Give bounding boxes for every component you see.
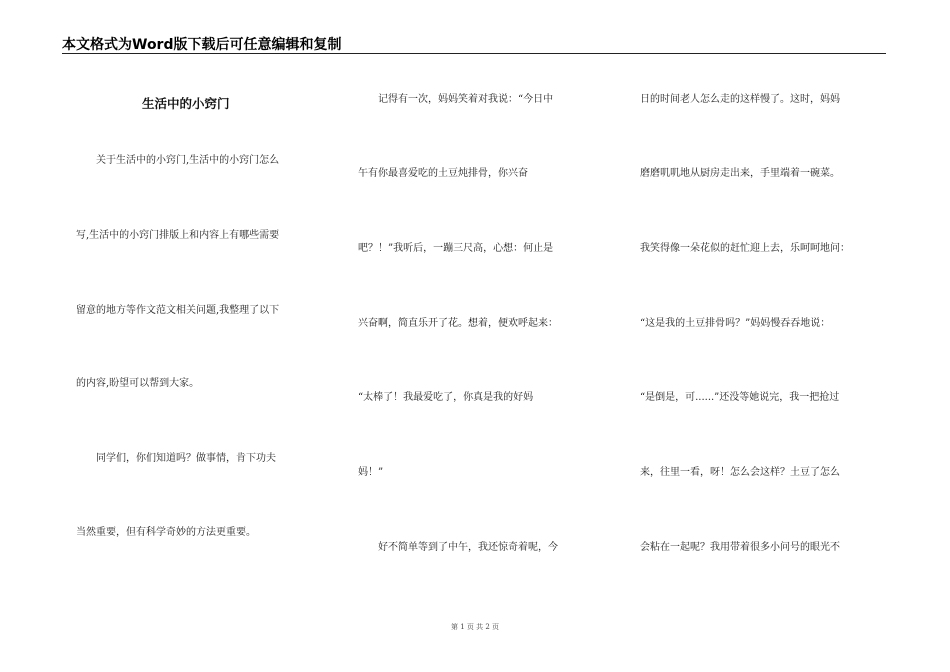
paragraph-line: 同学们，你们知道吗？做事情，肯下功夫 <box>76 453 276 464</box>
paragraph-line: 会粘在一起呢？我用带着很多小问号的眼光不 <box>640 542 840 553</box>
paragraph-line: 的内容,盼望可以帮到大家。 <box>76 378 200 389</box>
paragraph-line: 我笑得像一朵花似的赶忙迎上去，乐呵呵地问： <box>640 243 850 254</box>
paragraph-line: 记得有一次，妈妈笑着对我说：“今日中 <box>358 94 554 105</box>
article-title: 生活中的小窍门 <box>142 96 230 111</box>
paragraph-line: 当然重要，但有科学奇妙的方法更重要。 <box>76 527 256 538</box>
page-number: 第 1 页 共 2 页 <box>450 623 500 631</box>
paragraph-line: 好不简单等到了中午，我还惊奇着呢，今 <box>358 542 558 553</box>
paragraph-line: 日的时间老人怎么走的这样慢了。这时，妈妈 <box>640 94 840 105</box>
paragraph-line: 吧？！”我听后，一蹦三尺高，心想：何止是 <box>358 243 554 254</box>
paragraph-line: “这是我的土豆排骨吗？”妈妈慢吞吞地说： <box>640 318 831 329</box>
document-header: 本文格式为Word版下载后可任意编辑和复制 <box>62 37 342 53</box>
paragraph-line: 写,生活中的小窍门排版上和内容上有哪些需要 <box>76 230 280 241</box>
paragraph-line: 磨磨叽叽地从厨房走出来，手里端着一碗菜。 <box>640 168 840 179</box>
paragraph-line: “是倒是，可......”还没等她说完，我一把抢过 <box>640 392 840 403</box>
paragraph-line: 午有你最喜爱吃的土豆炖排骨，你兴奋 <box>358 168 528 179</box>
paragraph-line: 关于生活中的小窍门,生活中的小窍门怎么 <box>76 155 280 166</box>
header-divider <box>62 53 886 54</box>
paragraph-line: 妈！” <box>358 467 384 478</box>
paragraph-line: 来，往里一看，呀！怎么会这样？土豆了怎么 <box>640 467 840 478</box>
paragraph-line: “太棒了！我最爱吃了，你真是我的好妈 <box>358 392 534 403</box>
paragraph-line: 留意的地方等作文范文相关问题,我整理了以下 <box>76 305 280 316</box>
paragraph-line: 兴奋啊，简直乐开了花。想着，便欢呼起来： <box>358 318 558 329</box>
